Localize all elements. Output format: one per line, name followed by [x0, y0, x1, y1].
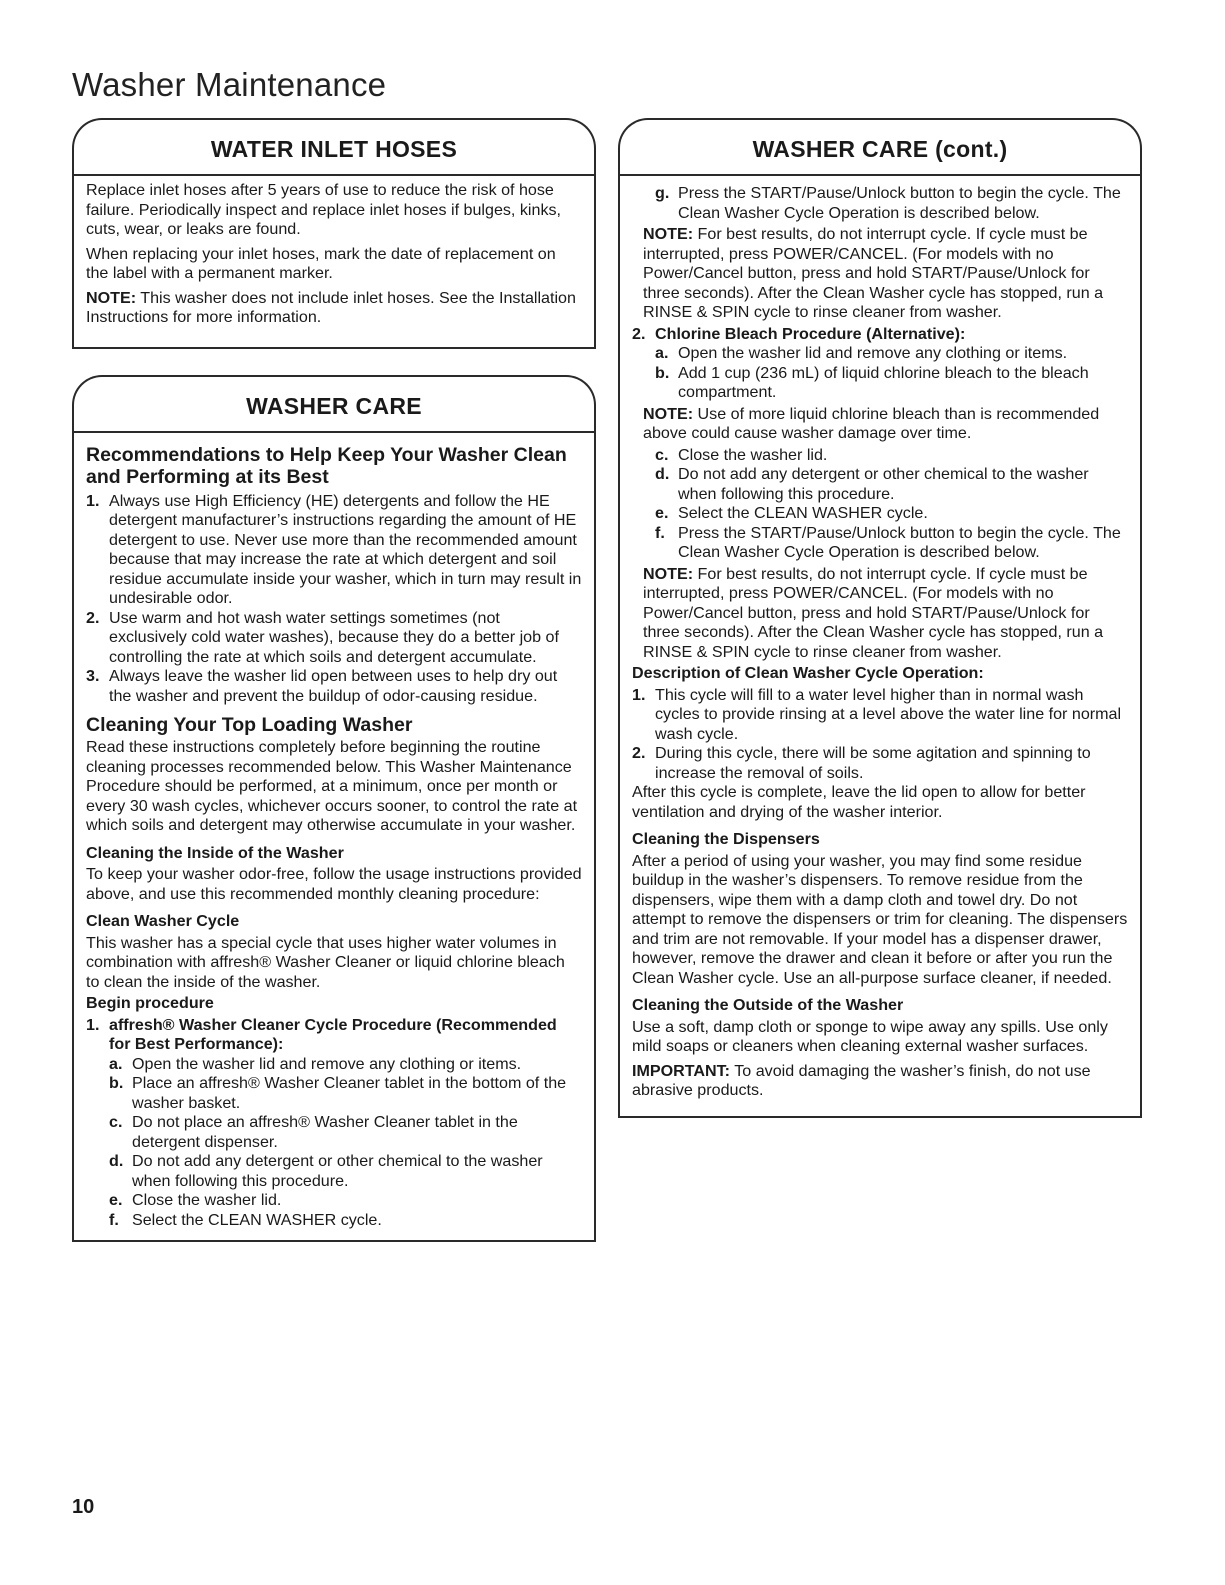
- procedure-title: affresh® Washer Cleaner Cycle Procedure (Recommended for Best Performance):: [109, 1015, 557, 1053]
- note: [632, 565, 1128, 663]
- list-marker: 1.: [86, 1015, 100, 1034]
- washer-care-section: [72, 375, 596, 1243]
- list-marker: 3.: [86, 667, 100, 685]
- section-body: [72, 174, 596, 349]
- list-item: [86, 667, 582, 706]
- list-marker: f.: [109, 1210, 119, 1229]
- list-marker: d.: [109, 1152, 124, 1170]
- important-label: IMPORTANT:: [632, 1061, 731, 1080]
- minor-heading: Clean Washer Cycle: [86, 912, 240, 930]
- note-label: NOTE:: [643, 225, 694, 243]
- list-item: [86, 1113, 582, 1152]
- note: [632, 405, 1128, 444]
- section-title: WASHER CARE (cont.): [752, 136, 1008, 162]
- list-text: Do not add any detergent or other chemical to the washer when following this procedure.: [132, 1152, 543, 1190]
- list-text: Select the CLEAN WASHER cycle.: [678, 504, 928, 522]
- procedure-steps: [632, 446, 1128, 563]
- list-item: [632, 364, 1128, 403]
- list-marker: f.: [655, 523, 665, 542]
- minor-heading: Cleaning the Dispensers: [632, 830, 820, 848]
- list-text: Close the washer lid.: [132, 1191, 282, 1209]
- note-text: Use of more liquid chlorine bleach than is recommended above could cause washer damage over time.: [643, 404, 1100, 442]
- list-item: [632, 344, 1128, 364]
- list-marker: g.: [655, 184, 670, 202]
- subheading: Recommendations to Help Keep Your Washer Clean and Performing at its Best: [86, 443, 567, 488]
- section-title: WATER INLET HOSES: [210, 136, 458, 162]
- list-item: [632, 744, 1128, 783]
- page-title: Washer Maintenance: [72, 66, 387, 103]
- paragraph: After this cycle is complete, leave the lid open to allow for better ventilation and drying of the washer interior.: [632, 783, 1086, 821]
- list-text: Do not add any detergent or other chemical to the washer when following this procedure.: [678, 465, 1089, 503]
- list-marker: d.: [655, 465, 670, 483]
- washer-care-cont-section: [618, 118, 1142, 1118]
- paragraph: This washer has a special cycle that uses higher water volumes in combination with affresh® Washer Cleaner or liquid chlorine bleach to clean the inside of the washer.: [86, 933, 565, 991]
- section-body: [618, 174, 1142, 1118]
- minor-heading: Description of Clean Washer Cycle Operation:: [632, 664, 984, 682]
- list-item: [86, 1074, 582, 1113]
- list-marker: 1.: [632, 685, 646, 704]
- right-column: [618, 118, 1142, 1118]
- list-marker: e.: [655, 504, 669, 522]
- list-text: Do not place an affresh® Washer Cleaner tablet in the detergent dispenser.: [132, 1113, 518, 1151]
- list-text: This cycle will fill to a water level higher than in normal wash cycles to provide rinsing at a level above the water line for normal wash cycle.: [655, 685, 1122, 743]
- note: [86, 289, 582, 328]
- procedure-title: Chlorine Bleach Procedure (Alternative):: [655, 324, 966, 343]
- section-title: WASHER CARE: [246, 392, 422, 419]
- list-marker: 2.: [86, 608, 100, 627]
- note-text: For best results, do not interrupt cycle. If cycle must be interrupted, press POWER/CANCEL. (For models with no Power/Cancel button, press and hold START/Pause/Unlock for three seconds). After the Clean Washer cycle has stopped, run a RINSE & SPIN cycle to rinse cleaner from washer.: [643, 564, 1104, 661]
- list-item: [632, 325, 1128, 345]
- list-item: [632, 524, 1128, 563]
- minor-heading: Cleaning the Inside of the Washer: [86, 843, 344, 862]
- list-marker: 2.: [632, 324, 646, 343]
- list-item: [86, 1211, 582, 1231]
- paragraph: Use a soft, damp cloth or sponge to wipe away any spills. Use only mild soaps or cleaners when cleaning external washer surfaces.: [632, 1017, 1108, 1055]
- note-label: NOTE:: [86, 288, 137, 307]
- note: [632, 225, 1128, 323]
- list-marker: e.: [109, 1191, 123, 1209]
- list-marker: b.: [655, 363, 670, 382]
- description-list: [632, 686, 1128, 784]
- section-header: [618, 118, 1142, 174]
- procedure-steps: [632, 344, 1128, 403]
- page-number: 10: [72, 1496, 95, 1518]
- subheading: Cleaning Your Top Loading Washer: [86, 714, 413, 736]
- note-label: NOTE:: [643, 564, 694, 583]
- paragraph: To keep your washer odor-free, follow the usage instructions provided above, and use this recommended monthly cleaning procedure:: [86, 865, 582, 903]
- section-header: [72, 375, 596, 431]
- list-text: Add 1 cup (236 mL) of liquid chlorine bleach to the bleach compartment.: [678, 363, 1089, 401]
- procedure-steps: [86, 1055, 582, 1231]
- list-item: [632, 184, 1128, 223]
- minor-heading: Begin procedure: [86, 994, 214, 1012]
- list-text: Open the washer lid and remove any clothing or items.: [132, 1054, 522, 1073]
- list-marker: b.: [109, 1074, 124, 1092]
- paragraph: Read these instructions completely before beginning the routine cleaning processes recommended below. This Washer Maintenance Procedure should be performed, at a minimum, once per month or every 30 wash cycles, whichever occurs sooner, to control the rate at which soils and detergent may otherwise accumulate in your washer.: [86, 738, 578, 834]
- note-text: This washer does not include inlet hoses. See the Installation Instructions for more information.: [86, 288, 576, 326]
- note-text: For best results, do not interrupt cycle. If cycle must be interrupted, press POWER/CANCEL. (For models with no Power/Cancel button, press and hold START/Pause/Unlock for three seconds). After the Clean Washer cycle has stopped, run a RINSE & SPIN cycle to rinse cleaner from washer.: [643, 225, 1104, 321]
- list-text: Open the washer lid and remove any clothing or items.: [678, 344, 1068, 362]
- list-text: Always use High Efficiency (HE) detergents and follow the HE detergent manufacturer’s instructions regarding the amount of HE detergent to use. Never use more than the recommended amount because that may increase the rate at which detergent and soil residue accumulate inside your washer, which in turn may result in undesirable odor.: [109, 491, 582, 607]
- note-label: NOTE:: [643, 404, 694, 423]
- list-text: Select the CLEAN WASHER cycle.: [132, 1210, 382, 1229]
- paragraph: When replacing your inlet hoses, mark the date of replacement on the label with a permanent marker.: [86, 244, 556, 282]
- water-inlet-hoses-section: [72, 118, 596, 349]
- section-header: [72, 118, 596, 174]
- list-marker: 2.: [632, 744, 646, 762]
- recommendations-list: [86, 492, 582, 707]
- important-text: To avoid damaging the washer’s finish, do not use abrasive products.: [632, 1061, 1091, 1099]
- list-marker: 1.: [86, 491, 100, 510]
- list-text: Use warm and hot wash water settings sometimes (not exclusively cold water washes), because they do a better job of controlling the rate at which soils and detergent accumulate.: [109, 608, 559, 666]
- list-marker: c.: [109, 1113, 123, 1131]
- list-marker: c.: [655, 445, 669, 464]
- left-column: [72, 118, 596, 1242]
- list-marker: a.: [109, 1054, 123, 1073]
- list-text: During this cycle, there will be some agitation and spinning to increase the removal of soils.: [655, 744, 1091, 782]
- list-text: Always leave the washer lid open between uses to help dry out the washer and prevent the buildup of odor-causing residue.: [109, 667, 558, 705]
- list-text: Press the START/Pause/Unlock button to begin the cycle. The Clean Washer Cycle Operation is described below.: [678, 523, 1121, 561]
- section-body: [72, 431, 596, 1243]
- list-item: [632, 446, 1128, 466]
- list-item: [86, 1055, 582, 1075]
- paragraph: After a period of using your washer, you may find some residue buildup in the washer’s dispensers. To remove residue from the dispensers, wipe them with a damp cloth and towel dry. Do not attempt to remove the dispensers or trim for cleaning. The dispensers and trim are not removable. If your model has a dispenser drawer, however, remove the drawer and clean it before or after you run the Clean Washer cycle. Use an all-purpose surface cleaner, if needed.: [632, 851, 1128, 987]
- list-item: [86, 492, 582, 609]
- list-item: [632, 686, 1128, 745]
- paragraph: Replace inlet hoses after 5 years of use to reduce the risk of hose failure. Periodically inspect and replace inlet hoses if bulges, kinks, cuts, wear, or leaks are found.: [86, 181, 562, 238]
- minor-heading: Cleaning the Outside of the Washer: [632, 996, 904, 1014]
- list-text: Press the START/Pause/Unlock button to begin the cycle. The Clean Washer Cycle Operation is described below.: [678, 184, 1121, 222]
- list-text: Close the washer lid.: [678, 445, 828, 464]
- list-text: Place an affresh® Washer Cleaner tablet in the bottom of the washer basket.: [132, 1074, 567, 1112]
- list-item: [632, 465, 1128, 504]
- list-item: [86, 1191, 582, 1211]
- list-item: [86, 1016, 582, 1055]
- list-item: [86, 609, 582, 668]
- list-item: [632, 504, 1128, 524]
- list-item: [86, 1152, 582, 1191]
- important-note: [632, 1062, 1128, 1101]
- list-marker: a.: [655, 344, 669, 362]
